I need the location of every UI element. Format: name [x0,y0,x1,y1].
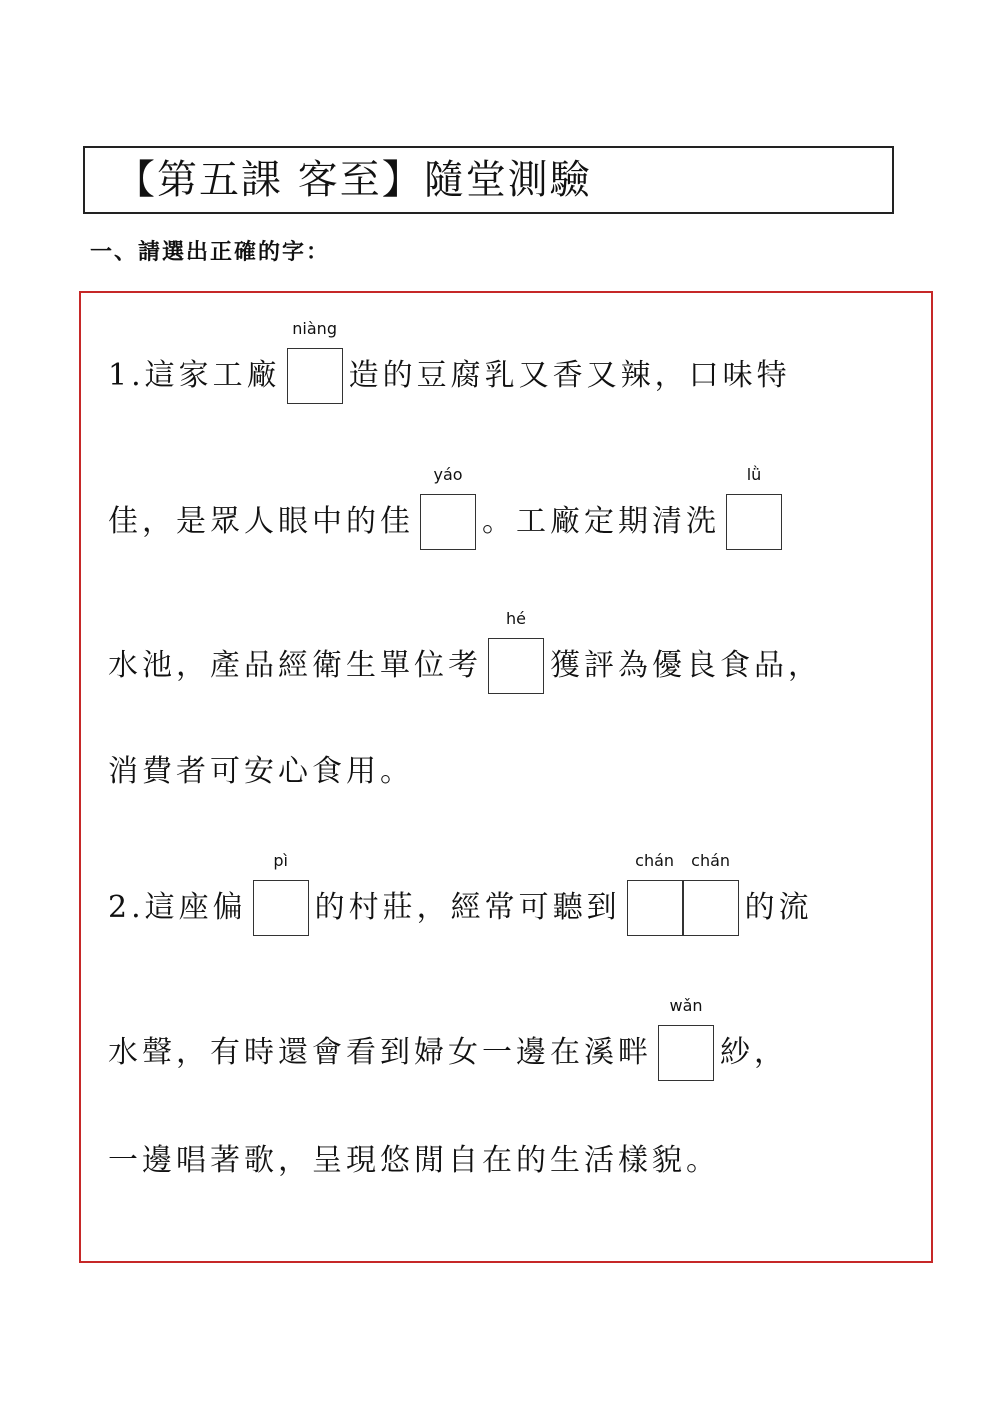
answer-blank[interactable] [627,851,683,936]
answer-blank[interactable] [488,609,544,694]
answer-blank[interactable] [726,465,782,550]
pinyin-hint: wǎn [669,996,703,1015]
pinyin-hint: yáo [433,465,463,484]
passage-text: 造的豆腐乳又香又辣，口味特 [348,358,791,393]
passage-line [108,1140,720,1180]
answer-blank[interactable] [658,996,714,1081]
passage-text: 的流 [744,890,813,925]
answer-blank[interactable] [253,851,309,936]
section-heading: 一、請選出正確的字： [90,240,331,265]
passage-text: 一邊唱著歌，呈現悠閒自在的生活樣貌。 [108,1143,720,1178]
passage-text: 紗， [720,1035,788,1070]
passage-text: 水聲，有時還會看到婦女一邊在溪畔 [108,1035,652,1070]
passage-line [108,465,788,539]
pinyin-hint: pì [273,851,288,870]
passage-line [108,609,822,683]
passage-text: 。工廠定期清洗 [482,504,720,539]
answer-blank[interactable] [420,465,476,550]
passage-line [108,996,788,1070]
answer-blank[interactable] [287,319,343,404]
quiz-title: 【第五課 客至】隨堂測驗 [83,146,894,214]
pinyin-hint: hé [506,609,526,628]
passage-line [108,851,813,925]
passage-text: 1.這家工廠 [108,358,281,393]
pinyin-hint: chán [635,851,675,870]
passage-text: 的村莊，經常可聽到 [314,890,621,925]
pinyin-hint: niàng [292,319,337,338]
passage-text: 水池，產品經衛生單位考 [108,648,482,683]
passage-line [108,751,414,791]
answer-blank[interactable] [683,851,739,936]
pinyin-hint: chán [691,851,731,870]
passage-text: 獲評為優良食品， [550,648,822,683]
passage-text: 消費者可安心食用。 [108,754,414,789]
passage-text: 2.這座偏 [108,890,247,925]
passage-line [108,319,791,393]
pinyin-hint: lǜ [746,465,762,484]
passage-text: 佳，是眾人眼中的佳 [108,504,414,539]
